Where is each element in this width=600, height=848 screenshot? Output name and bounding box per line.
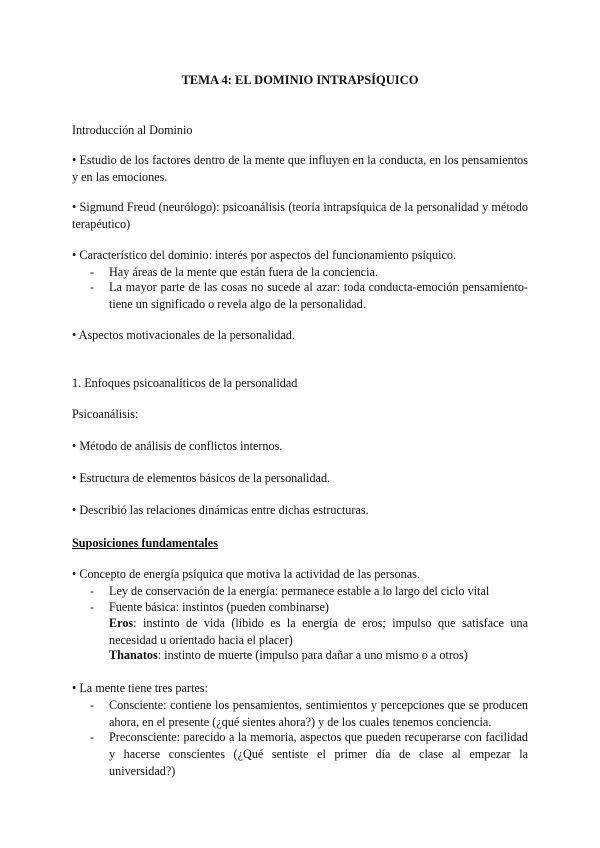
sub-item-text: Preconsciente: parecido a la memoria, aspectos que pueden recuperarse con facilidad y hacerse conscientes (¿Qué sentiste el primer día de clase al empezar la universidad?)	[109, 730, 528, 778]
thanatos-text: : instinto de muerte (impulso para dañar a uno mismo o a otros)	[157, 648, 468, 662]
bullet-energia: • Concepto de energía psíquica que motiva la actividad de las personas.	[72, 567, 420, 581]
dash-marker: -	[90, 280, 95, 294]
bullet-caracteristico: • Característico del dominio: interés por aspectos del funcionamiento psíquico.	[72, 248, 457, 262]
thanatos-definition	[109, 647, 528, 664]
sub-item-text: La mayor parte de las cosas no sucede al azar: toda conducta-emoción pensamiento- tiene un significado o revela algo de la personalidad.	[109, 280, 528, 311]
section1-heading: 1. Enfoques psicoanalíticos de la personalidad	[72, 376, 298, 390]
psicoanalisis-label: Psicoanálisis:	[72, 407, 139, 421]
bullet-motivacionales: • Aspectos motivacionales de la personalidad.	[72, 328, 295, 342]
sub-item-preconsciente	[90, 729, 528, 780]
thanatos-term: Thanatos	[109, 648, 158, 662]
sub-item-text: Hay áreas de la mente que están fuera de la conciencia.	[109, 265, 378, 279]
sub-item-fuente	[90, 599, 528, 616]
bullet-describio: • Describió las relaciones dinámicas entre dichas estructuras.	[72, 503, 369, 517]
page-title: TEMA 4: EL DOMINIO INTRAPSÍQUICO	[181, 73, 419, 87]
dash-marker: -	[90, 730, 95, 744]
dash-marker: -	[90, 265, 95, 279]
sub-item-consciente	[90, 697, 528, 731]
intro-heading: Introducción al Dominio	[72, 123, 193, 137]
dash-marker: -	[90, 584, 95, 598]
bullet-mente: • La mente tiene tres partes:	[72, 681, 208, 695]
eros-term: Eros	[109, 616, 134, 630]
eros-text: : instinto de vida (libido es la energía de eros; impulso que satisface una necesidad u orientado hacia el placer)	[109, 616, 528, 647]
bullet-estructura: • Estructura de elementos básicos de la personalidad.	[72, 471, 331, 485]
sub-item-azar	[90, 279, 528, 313]
sub-item-text: Ley de conservación de la energía: permanece estable a lo largo del ciclo vital	[109, 584, 490, 598]
bullet-freud: • Sigmund Freud (neurólogo): psicoanálisis (teoría intrapsíquica de la personalidad y método terapéutico)	[72, 200, 528, 231]
bullet-estudio: • Estudio de los factores dentro de la mente que influyen en la conducta, en los pensamientos y en las emociones.	[72, 153, 528, 184]
suposiciones-heading: Suposiciones fundamentales	[72, 536, 218, 550]
sub-item-text: Consciente: contiene los pensamientos, sentimientos y percepciones que se producen ahora, en el presente (¿qué sientes ahora?) y de los cuales tenemos conciencia.	[109, 698, 528, 729]
dash-marker: -	[90, 600, 95, 614]
dash-marker: -	[90, 698, 95, 712]
sub-item-ley	[90, 583, 528, 600]
bullet-metodo: • Método de análisis de conflictos internos.	[72, 439, 283, 453]
sub-item-text: Fuente básica: instintos (pueden combinarse)	[109, 600, 329, 614]
eros-definition	[109, 615, 528, 649]
